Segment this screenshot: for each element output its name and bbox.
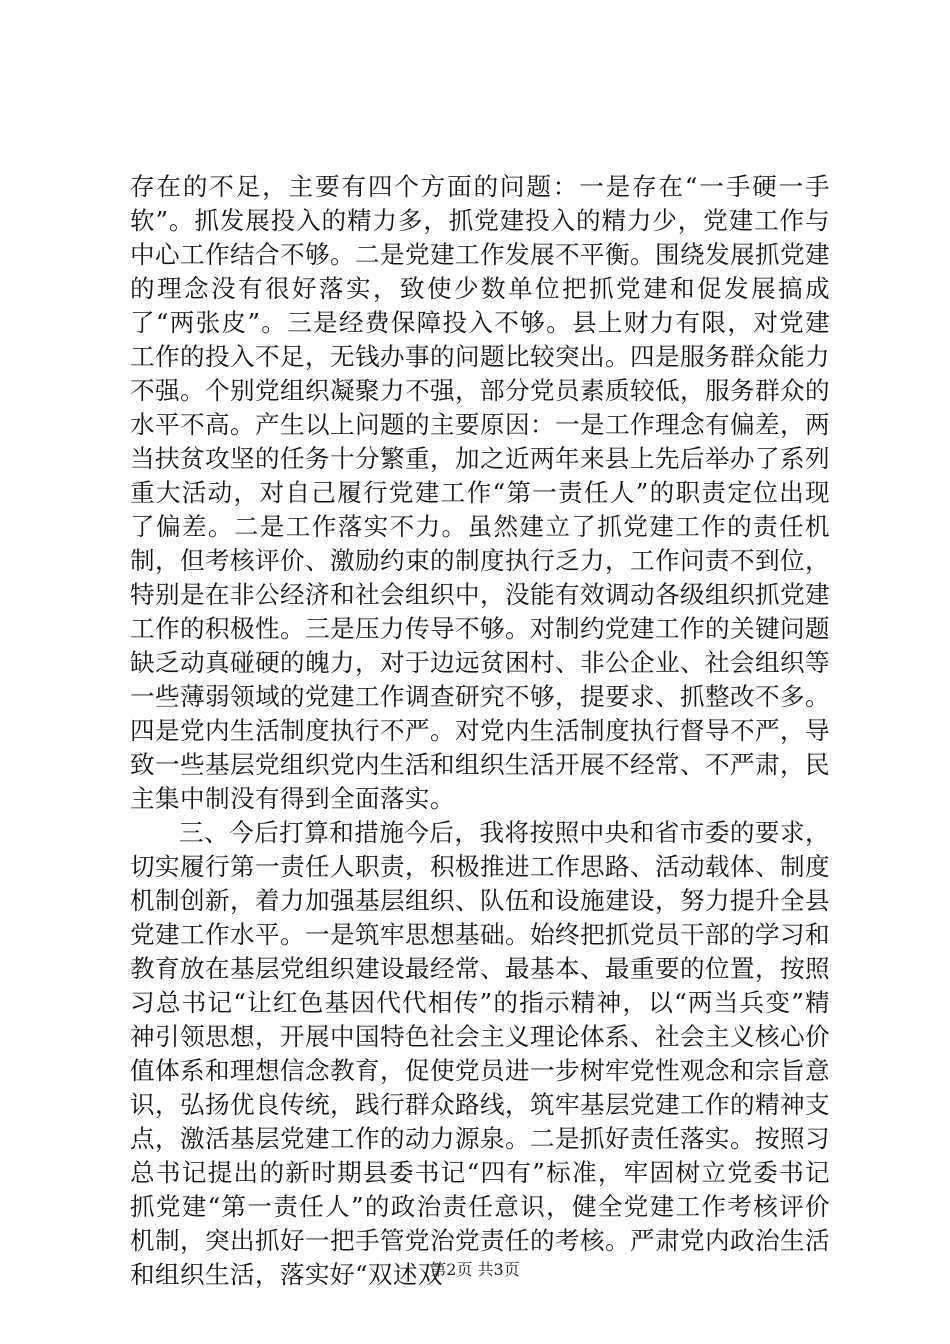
paragraph-section-three: 三、今后打算和措施今后，我将按照中央和省市委的要求，切实履行第一责任人职责，积极推进工作思路、活动载体、制度机制创新，着力加强基层组织、队伍和设施建设，努力提升全县党建工作水平。一是筑牢思想基础。始终把抓党员干部的学习和教育放在基层党组织建设最经常、最基本、最重要的位置，按照习总书记“让红色基因代代相传”的指示精神，以“两当兵变”精神引领思想，开展中国特色社会主义理论体系、社会主义核心价值体系和理想信念教育，促使党员进一步树牢党性观念和宗旨意识，弘扬优良传统，践行群众路线，筑牢基层党建工作的精神支点，激活基层党建工作的动力源泉。二是抓好责任落实。按照习总书记提出的新时期县委书记“四有”标准，牢固树立党委书记抓党建“第一责任人”的政治责任意识，健全党建工作考核评价机制，突出抓好一把手管党治党责任的考核。严肃党内政治生活和组织生活，落实好“双述双 — [130, 818, 830, 1289]
document-body — [130, 170, 830, 1292]
page-footer: 第2页 共3页 — [430, 1260, 520, 1279]
paragraph-continuation: 存在的不足，主要有四个方面的问题：一是存在“一手硬一手软”。抓发展投入的精力多，抓党建投入的精力少，党建工作与中心工作结合不够。二是党建工作发展不平衡。围绕发展抓党建的理念没有很好落实，致使少数单位把抓党建和促发展搞成了“两张皮”。三是经费保障投入不够。县上财力有限，对党建工作的投入不足，无钱办事的问题比较突出。四是服务群众能力不强。个别党组织凝聚力不强，部分党员素质较低，服务群众的水平不高。产生以上问题的主要原因：一是工作理念有偏差，两当扶贫攻坚的任务十分繁重，加之近两年来县上先后举办了系列重大活动，对自己履行党建工作“第一责任人”的职责定位出现了偏差。二是工作落实不力。虽然建立了抓党建工作的责任机制，但考核评价、激励约束的制度执行乏力，工作问责不到位，特别是在非公经济和社会组织中，没能有效调动各级组织抓党建工作的积极性。三是压力传导不够。对制约党建工作的关键问题缺乏动真碰硬的魄力，对于边远贫困村、非公企业、社会组织等一些薄弱领域的党建工作调查研究不够，提要求、抓整改不多。四是党内生活制度执行不严。对党内生活制度执行督导不严，导致一些基层党组织党内生活和组织生活开展不经常、不严肃，民主集中制没有得到全面落实。 — [130, 172, 830, 813]
